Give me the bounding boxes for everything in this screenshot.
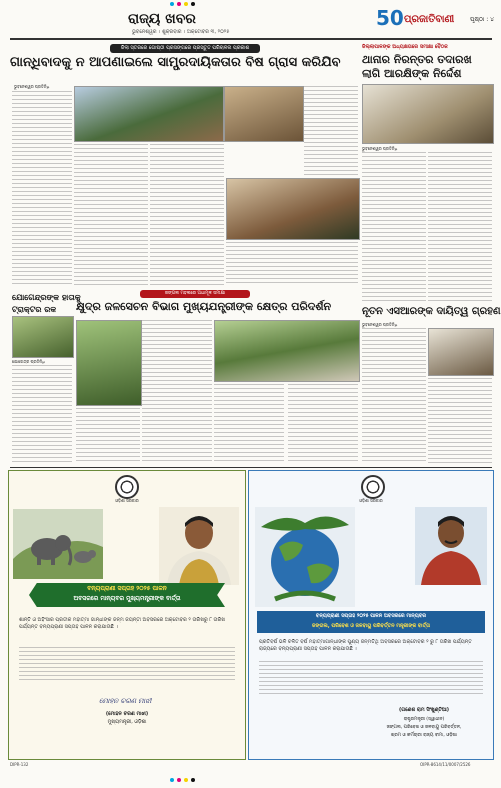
masthead (0, 0, 500, 40)
ad-left-body: ଶାନ୍ତି ଓ ଅହିଂସାର ପ୍ରତୀକ ମହାତ୍ମା ଗାନ୍ଧୀଙ୍କ ଜନ୍ମ ଜୟନ୍ତୀ ଅବସରରେ ଅକ୍ଟୋବର ୨ ତାରିଖରୁ ୮ ତାରିଖ ପର୍ଯ୍ୟନ୍ତ ବନ୍ୟପ୍ରାଣୀ ସପ୍ତାହ ପାଳନ କରାଯାଉଛି । (19, 617, 226, 630)
story1-headline: ଗାନ୍ଧିବାଦକୁ ନ ଆପଣାଇଲେ ସାମ୍ପ୍ରଦାୟିକତାର ବିଷ ଗ୍ରାସ କରିଯିବ (10, 55, 341, 70)
ad-left-sign-title: ମୁଖ୍ୟମନ୍ତ୍ରୀ, ଓଡ଼ିଶା (107, 719, 147, 725)
story4-photo-site (76, 320, 142, 406)
story4-headline: କ୍ଷୁଦ୍ର ଜଳସେଚନ ବିଭାଗ ମୁଖ୍ୟଯନ୍ତ୍ରୀଙ୍କ କ୍ଷେତ୍ର ପରିଦର୍ଶନ (76, 300, 332, 313)
ad-right-body-lines (259, 661, 483, 697)
story2-headline-line2: ଲାଗି ଆରକ୍ଷିଙ୍କ ନିର୍ଦ୍ଦେଶ (362, 67, 462, 80)
story3-headline-line1: ଯୋଗେନ୍ଦ୍ରଙ୍କ ହାତାକୁ (12, 292, 81, 302)
story1-body-col1 (12, 91, 72, 286)
story3-headline-line2: ଟ୍ରାକ୍ଟର ରକ (12, 304, 57, 314)
ad-right-banner-line2: ଜଙ୍ଗଲ, ପରିବେଶ ଓ ଜଳବାୟୁ ପରିବର୍ତ୍ତନ ମନ୍ତ୍ରୀଙ୍କ ବାର୍ତ୍ତା (312, 623, 430, 629)
minister-portrait (415, 507, 487, 585)
story2-photo-meeting (362, 84, 494, 144)
ad-left (8, 470, 246, 760)
dateline: ଭୁବନେଶ୍ୱର । ଶୁକ୍ରବାର । ଅକ୍ଟୋବର ୩, ୨୦୨୫ (132, 29, 230, 35)
ad-right-emblem-caption: ଓଡ଼ିଶା ସରକାର (359, 498, 383, 503)
paper-name: ପ୍ରଜାତିବାଣୀ (404, 14, 455, 25)
section-title: ରାଜ୍ୟ ଖବର (128, 11, 196, 27)
cm-portrait (159, 507, 239, 585)
story1-body-col5 (226, 242, 358, 286)
story3-body (12, 365, 72, 463)
footer-right-code: OIPR-8614/11/0007/2526 (420, 762, 471, 767)
story5-byline: ଭୁବନେଶ୍ୱର ପ୍ରତିନିଧି (362, 322, 398, 327)
ad-right-sign-title2: ଜଙ୍ଗଲ, ପରିବେଶ ଓ ଜଳବାୟୁ ପରିବର୍ତ୍ତନ, (386, 725, 462, 730)
logo-number: 50 (376, 6, 404, 30)
odisha-emblem-icon (115, 475, 139, 499)
news-ad-divider (10, 467, 492, 468)
footer-left-code: DIPR-132 (10, 762, 29, 767)
story5-body-col2 (428, 378, 492, 464)
story4-body-col1 (142, 320, 212, 464)
story3-byline: ଯୋଗେନ୍ଦ୍ର ପ୍ରତିନିଧି (12, 359, 45, 364)
story5-body-col1 (362, 328, 426, 464)
story2-body-col1 (362, 152, 426, 302)
story4-kicker: ଜଙ୍ଗଲ ମହଲରେ ଅଧାମୂଳ ସମୀକ୍ଷା (140, 290, 250, 298)
story4-body-col3 (214, 384, 284, 464)
story4-body-col4 (288, 384, 358, 464)
story5-headline: ନୂତନ ଏସଆରଙ୍କ ଦାୟିତ୍ୱ ଗ୍ରହଣ (362, 306, 501, 317)
story4-body-col2 (76, 408, 140, 464)
story1-byline: ଭୁବନେଶ୍ୱର ପ୍ରତିନିଧି (14, 84, 50, 89)
story1-body-col2 (304, 86, 358, 176)
ad-left-emblem-caption: ଓଡ଼ିଶା ସରକାର (115, 498, 139, 503)
story3-photo-tractor (12, 316, 74, 358)
story2-byline: ଭୁବନେଶ୍ୱର ପ୍ରତିନିଧି (362, 146, 398, 151)
story4-photo-officials (214, 320, 360, 382)
masthead-rule (10, 38, 492, 40)
story1-body-col4 (150, 144, 224, 286)
ad-right-body: ପ୍ରତିବର୍ଷ ଭଳି ଚଳିତ ବର୍ଷ ମହାତ୍ମାଗାନ୍ଧୀଙ୍କ ପୁଣ୍ୟ ଜନ୍ମତିଥି ଅବସରରେ ଅକ୍ଟୋବର ୨ ରୁ ୮ ତାରିଖ ପର୍ଯ୍ୟନ୍ତ ରାଜ୍ୟରେ ବନ୍ୟପ୍ରାଣୀ ସପ୍ତାହ ପାଳନ କରାଯାଉଛି । (259, 639, 472, 652)
footer-registration-dots (170, 778, 195, 782)
story1-body-col3 (74, 144, 148, 286)
ad-left-signature: ମୋହନ ଚରଣ ମାଝୀ (99, 697, 152, 705)
odisha-emblem-icon (361, 475, 385, 499)
ad-left-body-lines (19, 647, 235, 683)
story1-photo-dignitaries (74, 86, 224, 142)
elephant-illustration (13, 509, 103, 579)
ad-right-banner-line1: ବନ୍ୟପ୍ରାଣୀ ସପ୍ତାହ ୨୦୨୫ ପାଳନ ଅବସରରେ ମାନ୍ୟବର (315, 613, 427, 619)
ad-right-sign-title3: ଶ୍ରମ ଓ କର୍ମଚାରୀ ରାଜ୍ୟ ବୀମା, ଓଡ଼ିଶା (390, 733, 458, 738)
ad-right (248, 470, 494, 760)
ad-left-sign-name: (ମୋହନ ଚରଣ ମାଝୀ) (105, 711, 149, 717)
globe-illustration (255, 507, 355, 607)
story2-headline-line1: ଥାନାର ନିରନ୍ତର ତଦାରଖ (362, 53, 472, 66)
story1-photo-audience (226, 178, 360, 240)
page-number: ପୃଷ୍ଠା : ୪ (470, 16, 494, 23)
ad-right-sign-name: (ଗଣେଶ ରାମ ସିଂଖୁଣ୍ଟିଆ) (399, 707, 449, 713)
registration-dots (170, 2, 195, 6)
story1-kicker: ଜିଲା ସ୍ତରରେ ଗୋଷ୍ଠୀ ପ୍ରସଙ୍ଗରେ ପ୍ରସ୍ତୁତ ପରିଚାଳନା ପ୍ରକାଶ (110, 44, 260, 53)
story1-photo-stage (224, 86, 304, 142)
story2-kicker: ଜିଲ୍ଲାପାଳଙ୍କ ଅଧ୍ୟକ୍ଷତାରେ ସମୀକ୍ଷା ବୈଠକ (362, 44, 448, 50)
story2-body-col2 (428, 152, 492, 302)
story5-photo-officer (428, 328, 494, 376)
ad-left-ribbon-line2: ଅବସରରେ ମାନ୍ୟବର ମୁଖ୍ୟମନ୍ତ୍ରୀଙ୍କ ବାର୍ତ୍ତା (73, 595, 181, 602)
ad-left-ribbon-line1: ବନ୍ୟପ୍ରାଣୀ ସପ୍ତାହ ୨୦୨୫ ପାଳନ (87, 585, 167, 592)
ad-right-sign-title1: ରାଷ୍ଟ୍ରମନ୍ତ୍ରୀ (ସ୍ୱାଧୀନ) (403, 717, 445, 722)
